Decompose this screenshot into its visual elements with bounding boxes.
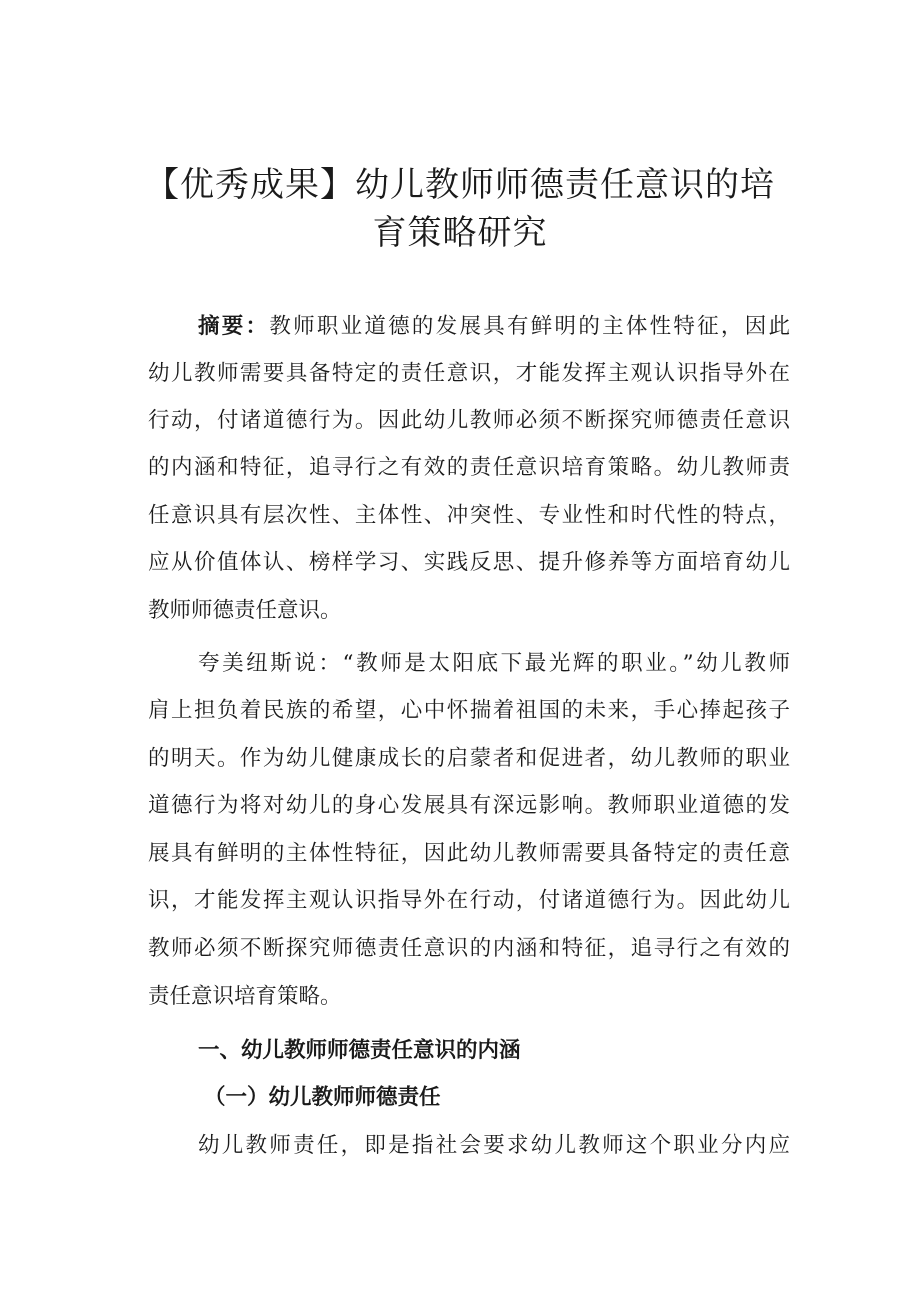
document-title-line-1: 【优秀成果】幼儿教师师德责任意识的培 xyxy=(145,165,775,205)
paragraph-line: 识，才能发挥主观认识指导外在行动，付诸道德行为。因此幼儿 xyxy=(148,888,790,913)
paragraph-line: 的明天。作为幼儿健康成长的启蒙者和促进者，幼儿教师的职业 xyxy=(148,746,790,771)
abstract-line: 任意识具有层次性、主体性、冲突性、专业性和时代性的特点， xyxy=(148,503,790,528)
abstract-label: 摘要： xyxy=(198,314,270,339)
abstract-line: 应从价值体认、榜样学习、实践反思、提升修养等方面培育幼儿 xyxy=(148,550,790,575)
subsection-heading: （一）幼儿教师师德责任 xyxy=(204,1085,441,1110)
abstract-line: 幼儿教师需要具备特定的责任意识，才能发挥主观认识指导外在 xyxy=(148,361,790,386)
paragraph-line: 夸美纽斯说：“教师是太阳底下最光辉的职业。”幼儿教师 xyxy=(198,651,790,676)
paragraph-line: 教师必须不断探究师德责任意识的内涵和特征，追寻行之有效的 xyxy=(148,936,790,961)
paragraph-line: 责任意识培育策略。 xyxy=(148,984,342,1009)
abstract-first-line xyxy=(198,312,790,342)
abstract-line: 教师师德责任意识。 xyxy=(148,598,342,623)
paragraph-line: 道德行为将对幼儿的身心发展具有深远影响。教师职业道德的发 xyxy=(148,793,790,818)
abstract-text-start: 教师职业道德的发展具有鲜明的主体性特征，因此 xyxy=(269,314,790,339)
paragraph-line: 幼儿教师责任，即是指社会要求幼儿教师这个职业分内应 xyxy=(198,1133,790,1158)
abstract-line: 行动，付诸道德行为。因此幼儿教师必须不断探究师德责任意识 xyxy=(148,408,790,433)
document-title-line-2: 育策略研究 xyxy=(372,213,548,253)
paragraph-line: 展具有鲜明的主体性特征，因此幼儿教师需要具备特定的责任意 xyxy=(148,841,790,866)
section-heading: 一、幼儿教师师德责任意识的内涵 xyxy=(198,1038,521,1063)
paragraph-line: 肩上担负着民族的希望，心中怀揣着祖国的未来，手心捧起孩子 xyxy=(148,698,790,723)
abstract-line: 的内涵和特征，追寻行之有效的责任意识培育策略。幼儿教师责 xyxy=(148,455,790,480)
